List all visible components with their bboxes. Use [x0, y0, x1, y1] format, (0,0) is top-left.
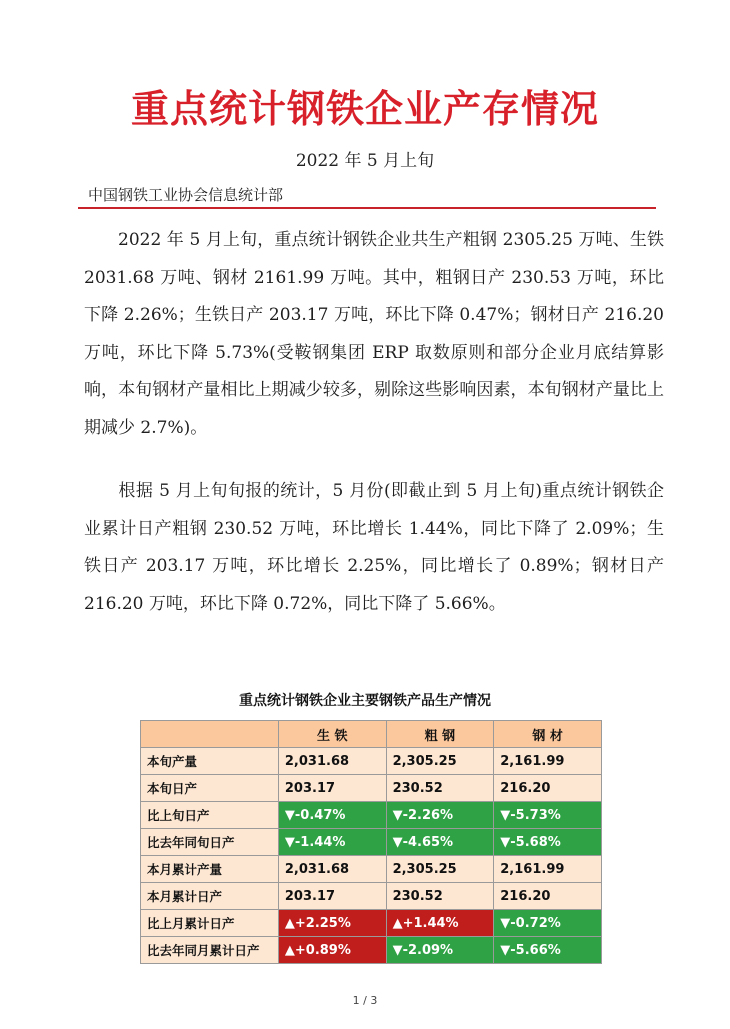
production-table [140, 720, 602, 964]
column-header-steel-products: 钢 材 [494, 721, 602, 748]
row-label: 本旬产量 [141, 748, 279, 775]
table-cell: ▼-2.26% [386, 802, 494, 829]
table-cell: 230.52 [386, 883, 494, 910]
table-cell: ▼-2.09% [386, 937, 494, 964]
header-divider [78, 207, 656, 209]
table-cell: 216.20 [494, 775, 602, 802]
page-number: 1 / 3 [352, 994, 378, 1007]
table-row [141, 775, 602, 802]
table-cell: 230.52 [386, 775, 494, 802]
row-label: 本旬日产 [141, 775, 279, 802]
row-label: 本月累计日产 [141, 883, 279, 910]
table-row [141, 856, 602, 883]
table-cell: 203.17 [278, 775, 386, 802]
table-cell: ▼-1.44% [278, 829, 386, 856]
table-cell: ▼-5.73% [494, 802, 602, 829]
paragraph-2-text: 根据 5 月上旬旬报的统计，5 月份(即截止到 5 月上旬)重点统计钢铁企业累计日产粗钢 230.52 万吨，环比增长 1.44%，同比下降了 2.09%；生铁日产 203.17 万吨，环比增长 2.25%，同比增长了 0.89%；钢材日产 216.20 万吨，环比下降 0.72%，同比下降了 5.66%。 [84, 481, 664, 614]
table-cell: ▲+2.25% [278, 910, 386, 937]
paragraph-1-text: 2022 年 5 月上旬，重点统计钢铁企业共生产粗钢 2305.25 万吨、生铁 2031.68 万吨、钢材 2161.99 万吨。其中，粗钢日产 230.53 万吨，环比下降 2.26%；生铁日产 203.17 万吨，环比下降 0.47%；钢材日产 216.20 万吨，环比下降 5.73%(受鞍钢集团 ERP 取数原则和部分企业月底结算影响，本旬钢材产量相比上期减少较多，剔除这些影响因素，本旬钢材产量比上期减少 2.7%)。 [84, 230, 664, 438]
column-header-crude-steel: 粗 钢 [386, 721, 494, 748]
page-title: 重点统计钢铁企业产存情况 [130, 86, 599, 131]
summary-paragraph-1 [84, 222, 664, 447]
table-cell: 2,305.25 [386, 748, 494, 775]
table-cell: 216.20 [494, 883, 602, 910]
table-cell: ▲+1.44% [386, 910, 494, 937]
row-label: 比去年同旬日产 [141, 829, 279, 856]
table-title: 重点统计钢铁企业主要钢铁产品生产情况 [239, 693, 491, 709]
table-row [141, 883, 602, 910]
table-row [141, 910, 602, 937]
row-label: 比上旬日产 [141, 802, 279, 829]
department-name: 中国钢铁工业协会信息统计部 [88, 186, 284, 204]
table-cell: ▲+0.89% [278, 937, 386, 964]
table-header-row [141, 721, 602, 748]
row-label: 本月累计产量 [141, 856, 279, 883]
table-row [141, 937, 602, 964]
table-cell: ▼-5.68% [494, 829, 602, 856]
table-corner-cell [141, 721, 279, 748]
table-row [141, 748, 602, 775]
table-row [141, 802, 602, 829]
summary-paragraph-2 [84, 473, 664, 623]
table-cell: ▼-0.47% [278, 802, 386, 829]
table-cell: 203.17 [278, 883, 386, 910]
column-header-pig-iron: 生 铁 [278, 721, 386, 748]
table-cell: 2,161.99 [494, 856, 602, 883]
table-cell: 2,031.68 [278, 748, 386, 775]
row-label: 比去年同月累计日产 [141, 937, 279, 964]
table-cell: ▼-0.72% [494, 910, 602, 937]
table-cell: 2,031.68 [278, 856, 386, 883]
report-date: 2022 年 5 月上旬 [295, 151, 435, 171]
table-row [141, 829, 602, 856]
table-cell: 2,305.25 [386, 856, 494, 883]
table-cell: 2,161.99 [494, 748, 602, 775]
table-cell: ▼-5.66% [494, 937, 602, 964]
row-label: 比上月累计日产 [141, 910, 279, 937]
table-cell: ▼-4.65% [386, 829, 494, 856]
